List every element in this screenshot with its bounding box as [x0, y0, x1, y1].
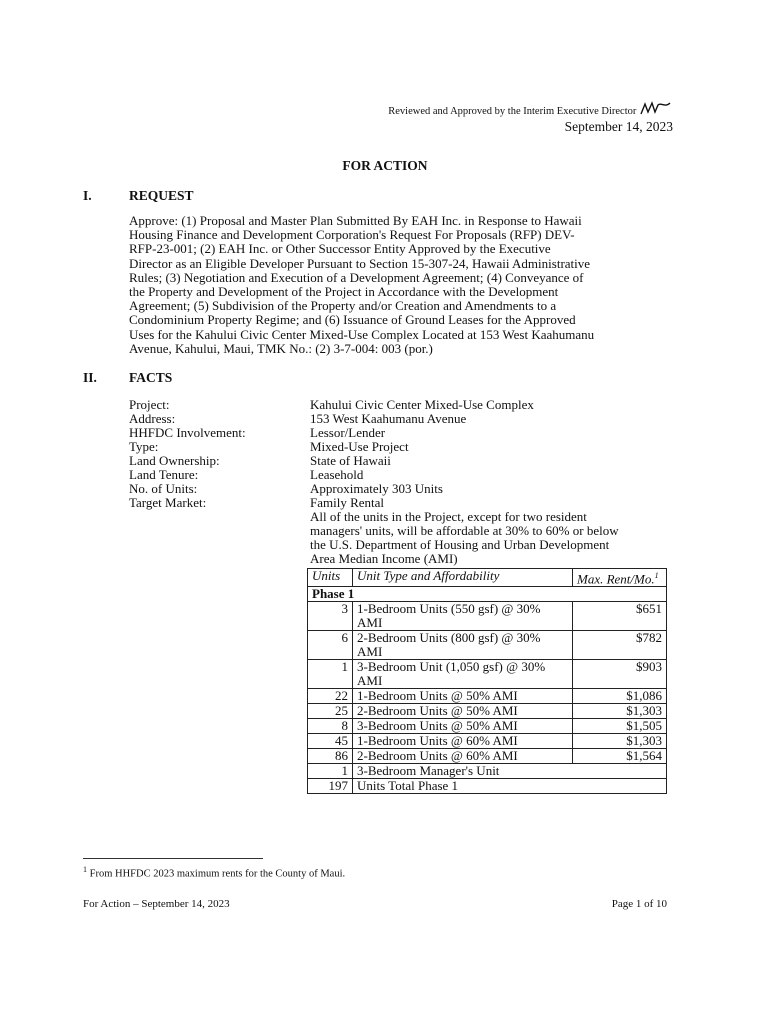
market-note-line: All of the units in the Project, except for two resident — [310, 509, 587, 524]
approval-stamp — [388, 100, 673, 133]
fact-label-type: Type: — [129, 439, 159, 454]
table-row-total — [308, 779, 667, 794]
signature-mark — [639, 100, 673, 120]
request-line: Agreement; (5) Subdivision of the Property and/or Creation and Amendments to a — [129, 298, 557, 314]
cell-type: 3-Bedroom Manager's Unit — [353, 764, 667, 779]
cell-rent: $651 — [573, 602, 667, 631]
cell-units: 6 — [308, 631, 353, 660]
units-table — [307, 568, 667, 794]
cell-rent: $1,303 — [573, 704, 667, 719]
fact-label-project: Project: — [129, 397, 170, 412]
fact-label-units: No. of Units: — [129, 481, 198, 496]
fact-label-ownership: Land Ownership: — [129, 453, 220, 468]
request-line: Director as an Eligible Developer Pursuant to Section 15-307-24, Hawaii Administrative — [129, 255, 591, 271]
fact-label-involvement: HHFDC Involvement: — [129, 425, 246, 440]
fact-value-market: Family Rental — [310, 495, 385, 510]
cell-rent: $1,564 — [573, 749, 667, 764]
document-title: FOR ACTION — [342, 158, 428, 173]
request-line: Condominium Property Regime; and (6) Issuance of Ground Leases for the Approved — [129, 312, 576, 328]
cell-rent: $782 — [573, 631, 667, 660]
cell-type: 2-Bedroom Units @ 60% AMI — [353, 749, 573, 764]
cell-type: 1-Bedroom Units @ 60% AMI — [353, 734, 573, 749]
table-row — [308, 719, 667, 734]
header-units: Units — [308, 569, 353, 587]
table-row — [308, 689, 667, 704]
request-line: the Property and Development of the Project in Accordance with the Development — [129, 284, 559, 300]
cell-units: 25 — [308, 704, 353, 719]
fact-value-involvement: Lessor/Lender — [310, 425, 386, 440]
footer-left: For Action – September 14, 2023 — [83, 898, 230, 910]
cell-rent: $1,086 — [573, 689, 667, 704]
cell-rent: $1,303 — [573, 734, 667, 749]
phase-row — [308, 587, 667, 602]
request-line: Avenue, Kahului, Maui, TMK No.: (2) 3-7-004: 003 (por.) — [129, 340, 433, 356]
table-row — [308, 631, 667, 660]
footnote-number: 1 — [83, 865, 87, 874]
cell-type: 2-Bedroom Units @ 50% AMI — [353, 704, 573, 719]
fact-label-market: Target Market: — [129, 495, 207, 510]
footnote-divider — [83, 858, 263, 859]
cell-type: Units Total Phase 1 — [353, 779, 667, 794]
request-line: Rules; (3) Negotiation and Execution of a Development Agreement; (4) Conveyance of — [129, 269, 584, 285]
table-row — [308, 734, 667, 749]
footnote-text: From HHFDC 2023 maximum rents for the County of Maui. — [89, 868, 346, 880]
cell-units: 1 — [308, 764, 353, 779]
fact-label-tenure: Land Tenure: — [129, 467, 199, 482]
fact-value-address: 153 West Kaahumanu Avenue — [310, 411, 467, 426]
table-row — [308, 749, 667, 764]
cell-type: 1-Bedroom Units (550 gsf) @ 30% AMI — [353, 602, 573, 631]
table-row — [308, 602, 667, 631]
footnote — [83, 865, 345, 880]
cell-type: 1-Bedroom Units @ 50% AMI — [353, 689, 573, 704]
cell-units: 1 — [308, 660, 353, 689]
cell-rent: $903 — [573, 660, 667, 689]
fact-label-address: Address: — [129, 411, 176, 426]
cell-units: 8 — [308, 719, 353, 734]
request-line: Housing Finance and Development Corporation's Request For Proposals (RFP) DEV- — [129, 227, 575, 243]
table-row — [308, 660, 667, 689]
header-rent-label: Max. Rent/Mo. — [577, 571, 655, 587]
cell-type: 3-Bedroom Units @ 50% AMI — [353, 719, 573, 734]
table-header-row — [308, 569, 667, 587]
request-paragraph — [129, 214, 674, 356]
footnote-marker: 1 — [654, 571, 659, 580]
table-row — [308, 704, 667, 719]
request-line: RFP-23-001; (2) EAH Inc. or Other Successor Entity Approved by the Executive — [129, 241, 551, 257]
section-heading-facts: FACTS — [129, 370, 173, 385]
cell-type: 2-Bedroom Units (800 gsf) @ 30% AMI — [353, 631, 573, 660]
request-line: Uses for the Kahului Civic Center Mixed-Use Complex Located at 153 West Kaahumanu — [129, 326, 595, 342]
fact-value-tenure: Leasehold — [310, 467, 364, 482]
cell-units: 45 — [308, 734, 353, 749]
request-line: Approve: (1) Proposal and Master Plan Submitted By EAH Inc. in Response to Hawaii — [129, 213, 582, 228]
market-note-line: Area Median Income (AMI) — [310, 551, 458, 566]
section-number-facts: II. — [83, 370, 97, 385]
approval-text: Reviewed and Approved by the Interim Executive Director — [388, 106, 637, 117]
fact-value-project: Kahului Civic Center Mixed-Use Complex — [310, 397, 534, 412]
fact-value-ownership: State of Hawaii — [310, 453, 391, 468]
header-rent — [573, 569, 667, 587]
cell-units: 197 — [308, 779, 353, 794]
facts-values — [310, 398, 680, 566]
footer-page-number: Page 1 of 10 — [611, 898, 667, 910]
section-number-request: I. — [83, 188, 92, 203]
section-heading-request: REQUEST — [129, 188, 194, 203]
fact-value-units: Approximately 303 Units — [310, 481, 443, 496]
approval-date: September 14, 2023 — [564, 119, 673, 134]
market-note-line: the U.S. Department of Housing and Urban Development — [310, 537, 610, 552]
cell-units: 86 — [308, 749, 353, 764]
cell-type: 3-Bedroom Unit (1,050 gsf) @ 30% AMI — [353, 660, 573, 689]
header-type: Unit Type and Affordability — [353, 569, 573, 587]
phase-label: Phase 1 — [308, 587, 667, 602]
table-row — [308, 764, 667, 779]
cell-rent: $1,505 — [573, 719, 667, 734]
facts-labels — [129, 398, 309, 510]
market-note-line: managers' units, will be affordable at 30% to 60% or below — [310, 523, 619, 538]
cell-units: 22 — [308, 689, 353, 704]
fact-value-type: Mixed-Use Project — [310, 439, 409, 454]
cell-units: 3 — [308, 602, 353, 631]
